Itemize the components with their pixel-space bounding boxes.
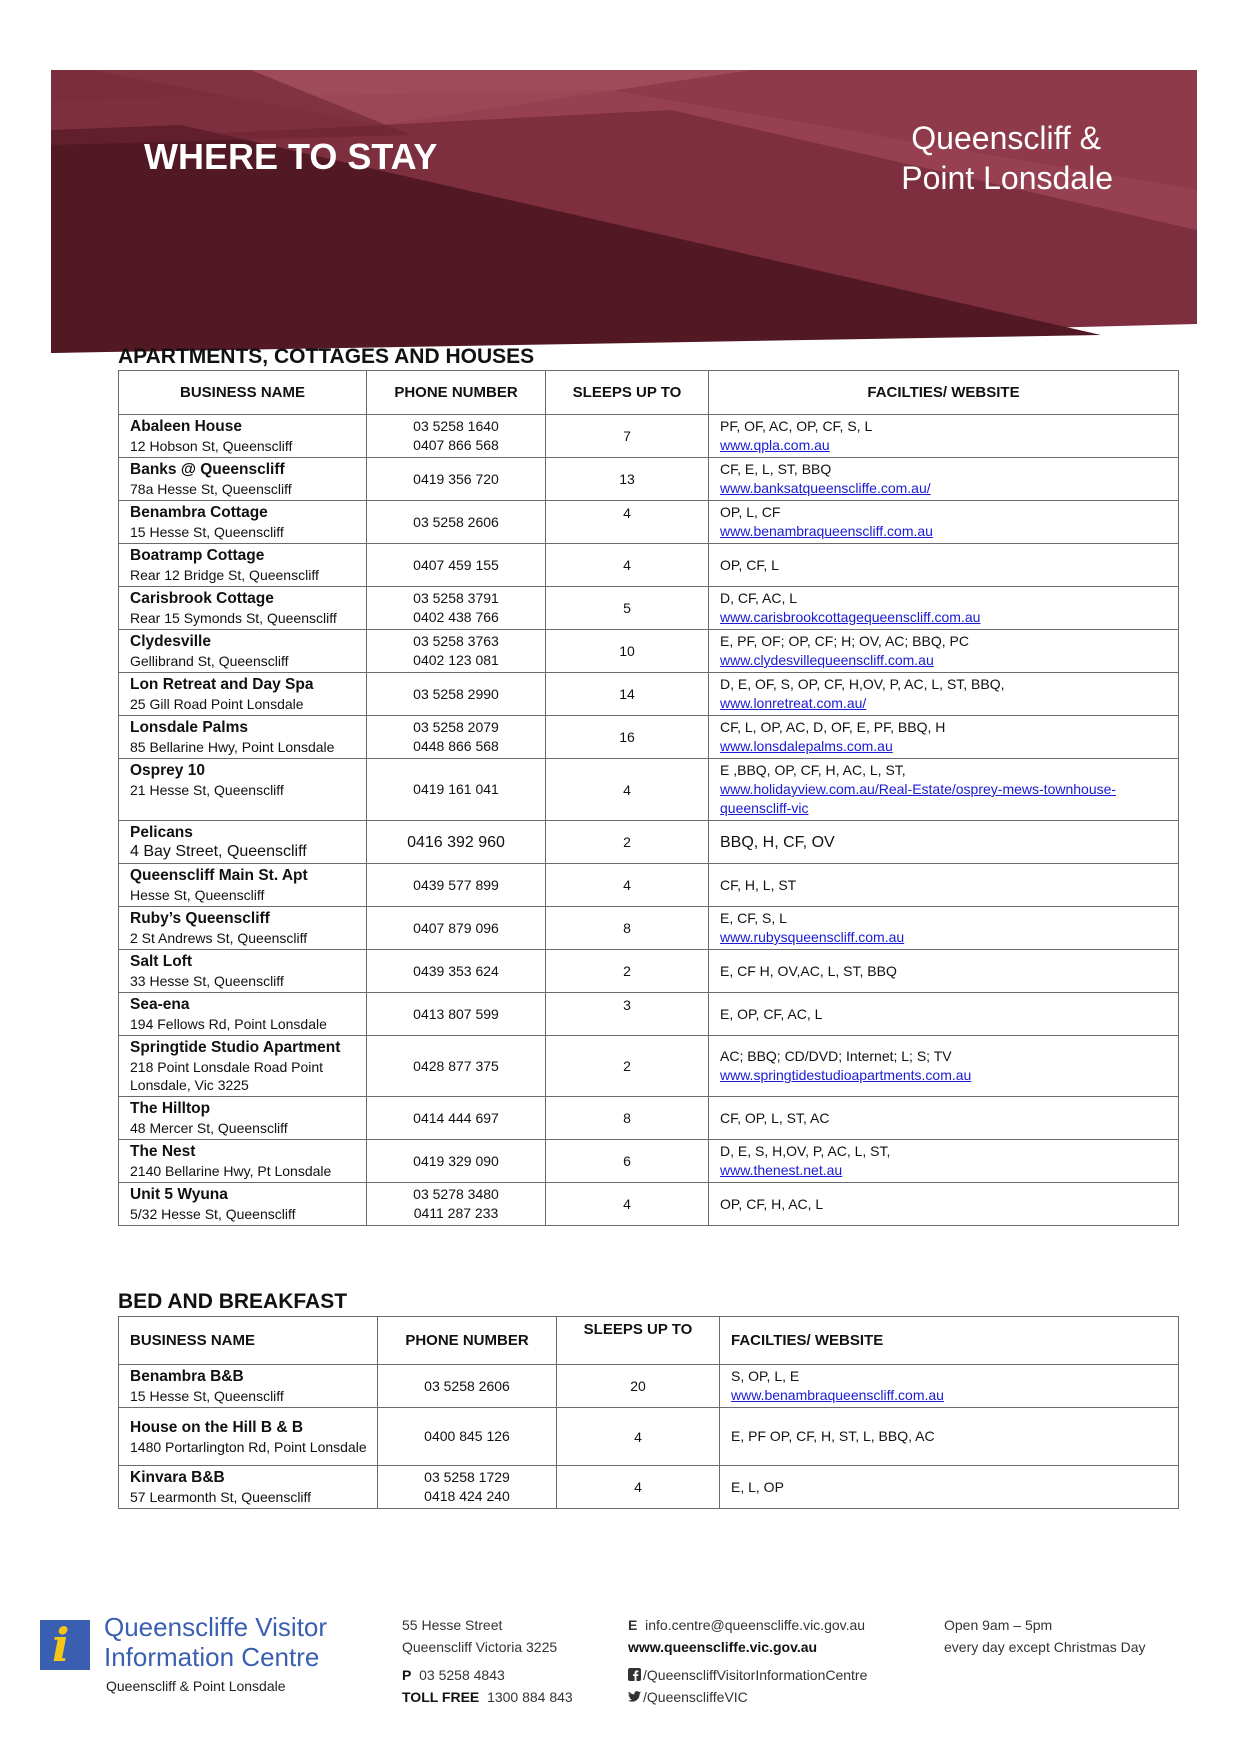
business-address: 48 Mercer St, Queenscliff bbox=[130, 1120, 288, 1136]
phone-number: 0411 287 233 bbox=[413, 1205, 499, 1221]
business-name: Lonsdale Palms bbox=[130, 719, 249, 736]
phone-number: 0428 877 375 bbox=[413, 1057, 499, 1074]
business-address: Rear 15 Symonds St, Queenscliff bbox=[130, 610, 337, 626]
website-link[interactable]: www.banksatqueenscliffe.com.au/ bbox=[720, 480, 931, 496]
business-name: Osprey 10 bbox=[130, 762, 205, 779]
phone-number: 0448 866 568 bbox=[413, 738, 499, 754]
business-address: 4 Bay Street, Queenscliff bbox=[130, 843, 307, 860]
business-cell bbox=[119, 950, 367, 993]
sleeps-cell: 2 bbox=[546, 821, 709, 864]
phone-number: 0419 161 041 bbox=[413, 781, 499, 797]
header-business-name: BUSINESS NAME bbox=[119, 371, 367, 415]
website-link[interactable]: www.thenest.net.au bbox=[720, 1162, 843, 1178]
sleeps-cell: 2 bbox=[546, 950, 709, 993]
table-header-row bbox=[119, 371, 1179, 415]
header-facilities-website: FACILTIES/ WEBSITE bbox=[720, 1317, 1179, 1365]
tollfree-label: TOLL FREE bbox=[402, 1689, 480, 1705]
phone-cell bbox=[367, 587, 546, 630]
business-address: Gellibrand St, Queenscliff bbox=[130, 653, 289, 669]
business-name: Abaleen House bbox=[130, 418, 242, 435]
facilities-cell bbox=[709, 864, 1179, 907]
phone-number: 0400 845 126 bbox=[424, 1428, 510, 1444]
business-cell bbox=[119, 501, 367, 544]
facilities-cell bbox=[709, 1183, 1179, 1226]
facilities-list: D, CF, AC, L bbox=[720, 590, 798, 606]
brand-line-1: Queenscliff & bbox=[911, 120, 1102, 156]
phone-number: 03 5258 3791 bbox=[413, 590, 499, 606]
facilities-cell bbox=[709, 716, 1179, 759]
phone-cell bbox=[367, 1097, 546, 1140]
phone-cell bbox=[367, 544, 546, 587]
phone-number: 03 5258 2606 bbox=[424, 1377, 510, 1394]
facilities-list: OP, CF, H, AC, L bbox=[720, 1195, 824, 1212]
business-name: The Nest bbox=[130, 1143, 196, 1160]
business-name: Clydesville bbox=[130, 633, 211, 650]
address-line-1: 55 Hesse Street bbox=[402, 1617, 503, 1633]
business-address: Hesse St, Queenscliff bbox=[130, 887, 265, 903]
brand-line-2: Point Lonsdale bbox=[901, 160, 1113, 196]
facilities-list: AC; BBQ; CD/DVD; Internet; L; S; TV bbox=[720, 1048, 952, 1064]
facilities-cell bbox=[709, 759, 1179, 821]
business-name: Springtide Studio Apartment bbox=[130, 1039, 341, 1056]
website-link[interactable]: www.benambraqueenscliff.com.au bbox=[720, 523, 933, 539]
phone-cell bbox=[367, 759, 546, 821]
header-sleeps-up-to: SLEEPS UP TO bbox=[546, 371, 709, 415]
contact-block bbox=[628, 1614, 867, 1708]
table-row bbox=[119, 821, 1179, 864]
business-cell bbox=[119, 587, 367, 630]
website-link[interactable]: www.clydesvillequeenscliff.com.au bbox=[720, 652, 934, 668]
visitor-centre-name bbox=[104, 1612, 327, 1672]
facilities-cell bbox=[709, 993, 1179, 1036]
sleeps-cell: 5 bbox=[546, 587, 709, 630]
table-row bbox=[119, 1140, 1179, 1183]
phone-number: 03 5258 1640 bbox=[413, 418, 499, 434]
facilities-cell bbox=[720, 1365, 1179, 1408]
sleeps-cell: 4 bbox=[557, 1466, 720, 1509]
facilities-list: E, OP, CF, AC, L bbox=[720, 1005, 823, 1022]
facilities-list: E, PF, OF; OP, CF; H; OV, AC; BBQ, PC bbox=[720, 633, 969, 649]
phone-cell bbox=[367, 415, 546, 458]
phone-number: 0413 807 599 bbox=[413, 1005, 499, 1022]
email-line bbox=[628, 1614, 867, 1636]
sleeps-cell: 13 bbox=[546, 458, 709, 501]
business-cell bbox=[119, 673, 367, 716]
business-cell bbox=[119, 630, 367, 673]
phone-cell bbox=[367, 907, 546, 950]
website-link[interactable]: www.lonretreat.com.au/ bbox=[720, 695, 867, 711]
bnb-table-body bbox=[119, 1365, 1179, 1509]
table-row bbox=[119, 1365, 1179, 1408]
facilities-cell bbox=[709, 673, 1179, 716]
table-row bbox=[119, 716, 1179, 759]
facilities-cell bbox=[709, 458, 1179, 501]
business-name: Kinvara B&B bbox=[130, 1469, 225, 1486]
business-cell bbox=[119, 1183, 367, 1226]
header-sleeps-up-to: SLEEPS UP TO bbox=[557, 1317, 720, 1365]
sleeps-cell: 16 bbox=[546, 716, 709, 759]
table-row bbox=[119, 415, 1179, 458]
facilities-list: BBQ, H, CF, OV bbox=[720, 833, 835, 851]
phone-cell bbox=[367, 501, 546, 544]
header-facilities-website: FACILTIES/ WEBSITE bbox=[709, 371, 1179, 415]
business-address: 1480 Portarlington Rd, Point Lonsdale bbox=[130, 1438, 367, 1455]
sleeps-cell: 14 bbox=[546, 673, 709, 716]
website-link[interactable]: www.queenscliffe.vic.gov.au bbox=[628, 1639, 818, 1655]
business-address: 15 Hesse St, Queenscliff bbox=[130, 1388, 284, 1404]
phone-number: 0419 329 090 bbox=[413, 1152, 499, 1169]
phone-number: 03 5258 2606 bbox=[413, 513, 499, 530]
facilities-list: CF, L, OP, AC, D, OF, E, PF, BBQ, H bbox=[720, 719, 946, 735]
phone-number: 03 5278 3480 bbox=[413, 1186, 499, 1202]
table-row bbox=[119, 993, 1179, 1036]
table-row bbox=[119, 673, 1179, 716]
business-name: Banks @ Queenscliff bbox=[130, 461, 285, 478]
facilities-cell bbox=[709, 1140, 1179, 1183]
facilities-list: E, PF OP, CF, H, ST, L, BBQ, AC bbox=[731, 1428, 935, 1444]
facilities-cell bbox=[709, 501, 1179, 544]
phone-number: 0439 353 624 bbox=[413, 962, 499, 979]
business-address: 15 Hesse St, Queenscliff bbox=[130, 524, 284, 540]
facilities-list: D, E, S, H,OV, P, AC, L, ST, bbox=[720, 1143, 891, 1159]
website-link[interactable]: www.holidayview.com.au/Real-Estate/osprey-mews-townhouse-queenscliff-vic bbox=[720, 781, 1117, 816]
business-cell bbox=[119, 864, 367, 907]
opening-hours bbox=[944, 1614, 1146, 1658]
business-name: Ruby’s Queenscliff bbox=[130, 910, 270, 927]
phone-number: 0402 123 081 bbox=[413, 652, 499, 668]
hours-line-1: Open 9am – 5pm bbox=[944, 1617, 1053, 1633]
sleeps-cell: 4 bbox=[546, 864, 709, 907]
sleeps-cell: 20 bbox=[557, 1365, 720, 1408]
tollfree-value: 1300 884 843 bbox=[487, 1689, 573, 1705]
hours-line-2: every day except Christmas Day bbox=[944, 1639, 1146, 1655]
table-row bbox=[119, 1408, 1179, 1466]
table-row bbox=[119, 458, 1179, 501]
business-name: Boatramp Cottage bbox=[130, 547, 265, 564]
phone-number: 03 5258 2079 bbox=[413, 719, 499, 735]
business-address: 33 Hesse St, Queenscliff bbox=[130, 973, 284, 989]
facilities-cell bbox=[709, 1097, 1179, 1140]
business-cell bbox=[119, 415, 367, 458]
website-link[interactable]: www.qpla.com.au bbox=[720, 437, 830, 453]
business-address: 57 Learmonth St, Queenscliff bbox=[130, 1489, 312, 1505]
facilities-list: E ,BBQ, OP, CF, H, AC, L, ST, bbox=[720, 762, 906, 778]
facilities-cell bbox=[709, 544, 1179, 587]
website-link[interactable]: www.lonsdalepalms.com.au bbox=[720, 738, 893, 754]
business-address: Rear 12 Bridge St, Queenscliff bbox=[130, 567, 319, 583]
tollfree-line bbox=[402, 1686, 573, 1708]
table-row bbox=[119, 1036, 1179, 1097]
facilities-cell bbox=[709, 907, 1179, 950]
facebook-icon bbox=[628, 1668, 641, 1681]
sleeps-cell: 6 bbox=[546, 1140, 709, 1183]
business-address: 2140 Bellarine Hwy, Pt Lonsdale bbox=[130, 1163, 332, 1179]
phone-cell bbox=[378, 1365, 557, 1408]
business-address: 78a Hesse St, Queenscliff bbox=[130, 481, 292, 497]
business-cell bbox=[119, 716, 367, 759]
business-cell bbox=[119, 907, 367, 950]
table-row bbox=[119, 1097, 1179, 1140]
table-row bbox=[119, 587, 1179, 630]
phone-cell bbox=[367, 950, 546, 993]
website-link[interactable]: www.rubysqueenscliff.com.au bbox=[720, 929, 905, 945]
phone-number: 03 5258 3763 bbox=[413, 633, 499, 649]
business-address: 2 St Andrews St, Queenscliff bbox=[130, 930, 308, 946]
facilities-list: E, CF H, OV,AC, L, ST, BBQ bbox=[720, 962, 897, 979]
business-address: 5/32 Hesse St, Queenscliff bbox=[130, 1206, 296, 1222]
business-name: Benambra Cottage bbox=[130, 504, 268, 521]
facilities-list: CF, H, L, ST bbox=[720, 876, 797, 893]
header-business-name: BUSINESS NAME bbox=[119, 1317, 378, 1365]
header-phone-number: PHONE NUMBER bbox=[367, 371, 546, 415]
footer bbox=[0, 1590, 1239, 1720]
phone-cell bbox=[367, 1036, 546, 1097]
table-header-row bbox=[119, 1317, 1179, 1365]
facilities-list: PF, OF, AC, OP, CF, S, L bbox=[720, 418, 873, 434]
facilities-cell bbox=[720, 1408, 1179, 1466]
business-address: 218 Point Lonsdale Road Point Lonsdale, Vic 3225 bbox=[130, 1059, 324, 1093]
phone-cell bbox=[367, 864, 546, 907]
table-row bbox=[119, 864, 1179, 907]
twitter-icon bbox=[628, 1690, 641, 1703]
twitter-line[interactable] bbox=[628, 1686, 867, 1708]
table-row bbox=[119, 759, 1179, 821]
facilities-cell bbox=[709, 821, 1179, 864]
phone-number: 0402 438 766 bbox=[413, 609, 499, 625]
facilities-cell bbox=[709, 415, 1179, 458]
header-banner bbox=[51, 70, 1197, 353]
website-link[interactable]: www.benambraqueenscliff.com.au bbox=[731, 1387, 944, 1403]
page-title: WHERE TO STAY bbox=[144, 136, 438, 177]
sleeps-cell: 4 bbox=[546, 544, 709, 587]
facilities-cell bbox=[709, 630, 1179, 673]
facilities-cell bbox=[709, 950, 1179, 993]
facilities-cell bbox=[709, 587, 1179, 630]
header-phone-number: PHONE NUMBER bbox=[378, 1317, 557, 1365]
business-cell bbox=[119, 1036, 367, 1097]
phone-number: 03 5258 2990 bbox=[413, 685, 499, 702]
visitor-centre-subtitle: Queenscliff & Point Lonsdale bbox=[106, 1678, 286, 1694]
business-address: 85 Bellarine Hwy, Point Lonsdale bbox=[130, 739, 335, 755]
table-row bbox=[119, 907, 1179, 950]
sleeps-cell: 4 bbox=[557, 1408, 720, 1466]
phone-number: 0419 356 720 bbox=[413, 470, 499, 487]
phone-number: 0416 392 960 bbox=[407, 833, 505, 851]
section-title-bnb: BED AND BREAKFAST bbox=[118, 1290, 348, 1313]
phone-cell bbox=[367, 821, 546, 864]
sleeps-cell: 4 bbox=[546, 759, 709, 821]
business-name: Queenscliff Main St. Apt bbox=[130, 867, 308, 884]
phone-line bbox=[402, 1664, 573, 1686]
business-cell bbox=[119, 1466, 378, 1509]
business-cell bbox=[119, 993, 367, 1036]
phone-cell bbox=[367, 716, 546, 759]
address-line-2: Queenscliff Victoria 3225 bbox=[402, 1639, 558, 1655]
phone-cell bbox=[367, 673, 546, 716]
facilities-list: OP, CF, L bbox=[720, 556, 779, 573]
bnb-table bbox=[118, 1316, 1179, 1509]
brand-logo-text bbox=[901, 118, 1113, 198]
business-name: House on the Hill B & B bbox=[130, 1418, 304, 1436]
facilities-list: S, OP, L, E bbox=[731, 1368, 800, 1384]
facilities-list: D, E, OF, S, OP, CF, H,OV, P, AC, L, ST, BBQ, bbox=[720, 676, 1005, 692]
email-link[interactable]: info.centre@queenscliffe.vic.gov.au bbox=[645, 1617, 866, 1633]
phone-number: 0439 577 899 bbox=[413, 876, 499, 893]
business-cell bbox=[119, 544, 367, 587]
facilities-list: CF, E, L, ST, BBQ bbox=[720, 461, 832, 477]
phone-cell bbox=[367, 993, 546, 1036]
business-name: Unit 5 Wyuna bbox=[130, 1186, 228, 1203]
business-cell bbox=[119, 1097, 367, 1140]
business-cell bbox=[119, 759, 367, 821]
facilities-cell bbox=[720, 1466, 1179, 1509]
phone-cell bbox=[378, 1408, 557, 1466]
sleeps-cell: 8 bbox=[546, 907, 709, 950]
address-block bbox=[402, 1614, 573, 1708]
phone-number: 0407 459 155 bbox=[413, 556, 499, 573]
sleeps-cell: 3 bbox=[546, 993, 709, 1036]
facebook-handle: /QueenscliffVisitorInformationCentre bbox=[643, 1667, 868, 1683]
sleeps-cell: 10 bbox=[546, 630, 709, 673]
apartments-table bbox=[118, 370, 1179, 1226]
facilities-list: OP, L, CF bbox=[720, 504, 781, 520]
banner-background bbox=[51, 70, 1197, 353]
business-cell bbox=[119, 1408, 378, 1466]
business-name: Benambra B&B bbox=[130, 1368, 244, 1385]
business-name: Lon Retreat and Day Spa bbox=[130, 676, 314, 693]
section-title-apartments: APARTMENTS, COTTAGES AND HOUSES bbox=[118, 345, 535, 368]
facebook-line[interactable] bbox=[628, 1664, 867, 1686]
facilities-cell bbox=[709, 1036, 1179, 1097]
business-address: 12 Hobson St, Queenscliff bbox=[130, 438, 293, 454]
visitor-centre-name-line-1: Queenscliffe Visitor bbox=[104, 1612, 328, 1642]
apartments-table-body bbox=[119, 415, 1179, 1226]
phone-cell bbox=[367, 1140, 546, 1183]
website-link[interactable]: www.springtidestudioapartments.com.au bbox=[720, 1067, 972, 1083]
sleeps-cell: 7 bbox=[546, 415, 709, 458]
sleeps-cell: 2 bbox=[546, 1036, 709, 1097]
business-name: Salt Loft bbox=[130, 953, 192, 970]
phone-label: P bbox=[402, 1667, 412, 1683]
business-name: The Hilltop bbox=[130, 1100, 211, 1117]
sleeps-cell: 4 bbox=[546, 1183, 709, 1226]
visitor-centre-name-line-2: Information Centre bbox=[104, 1642, 320, 1672]
business-name: Pelicans bbox=[130, 824, 193, 841]
phone-number: 0418 424 240 bbox=[424, 1488, 510, 1504]
business-name: Sea-ena bbox=[130, 996, 190, 1013]
facilities-list: CF, OP, L, ST, AC bbox=[720, 1109, 830, 1126]
phone-cell bbox=[367, 630, 546, 673]
phone-cell bbox=[378, 1466, 557, 1509]
phone-number: 03 5258 1729 bbox=[424, 1469, 510, 1485]
website-link[interactable]: www.carisbrookcottagequeenscliff.com.au bbox=[720, 609, 981, 625]
phone-number: 0407 866 568 bbox=[413, 437, 499, 453]
table-row bbox=[119, 630, 1179, 673]
twitter-handle: /QueenscliffeVIC bbox=[643, 1689, 748, 1705]
facilities-list: E, L, OP bbox=[731, 1478, 784, 1495]
email-label: E bbox=[628, 1617, 638, 1633]
table-row bbox=[119, 1183, 1179, 1226]
table-row bbox=[119, 1466, 1179, 1509]
table-row bbox=[119, 544, 1179, 587]
business-address: 21 Hesse St, Queenscliff bbox=[130, 782, 284, 798]
business-address: 194 Fellows Rd, Point Lonsdale bbox=[130, 1016, 327, 1032]
business-cell bbox=[119, 458, 367, 501]
phone-value: 03 5258 4843 bbox=[419, 1667, 505, 1683]
sleeps-cell: 8 bbox=[546, 1097, 709, 1140]
business-cell bbox=[119, 1140, 367, 1183]
table-row bbox=[119, 501, 1179, 544]
phone-cell bbox=[367, 1183, 546, 1226]
facilities-list: E, CF, S, L bbox=[720, 910, 787, 926]
sleeps-cell: 4 bbox=[546, 501, 709, 544]
phone-cell bbox=[367, 458, 546, 501]
table-row bbox=[119, 950, 1179, 993]
phone-number: 0407 879 096 bbox=[413, 919, 499, 936]
phone-number: 0414 444 697 bbox=[413, 1109, 499, 1126]
business-cell bbox=[119, 821, 367, 864]
info-i-icon: i bbox=[40, 1620, 90, 1670]
business-address: 25 Gill Road Point Lonsdale bbox=[130, 696, 304, 712]
business-cell bbox=[119, 1365, 378, 1408]
business-name: Carisbrook Cottage bbox=[130, 590, 274, 607]
